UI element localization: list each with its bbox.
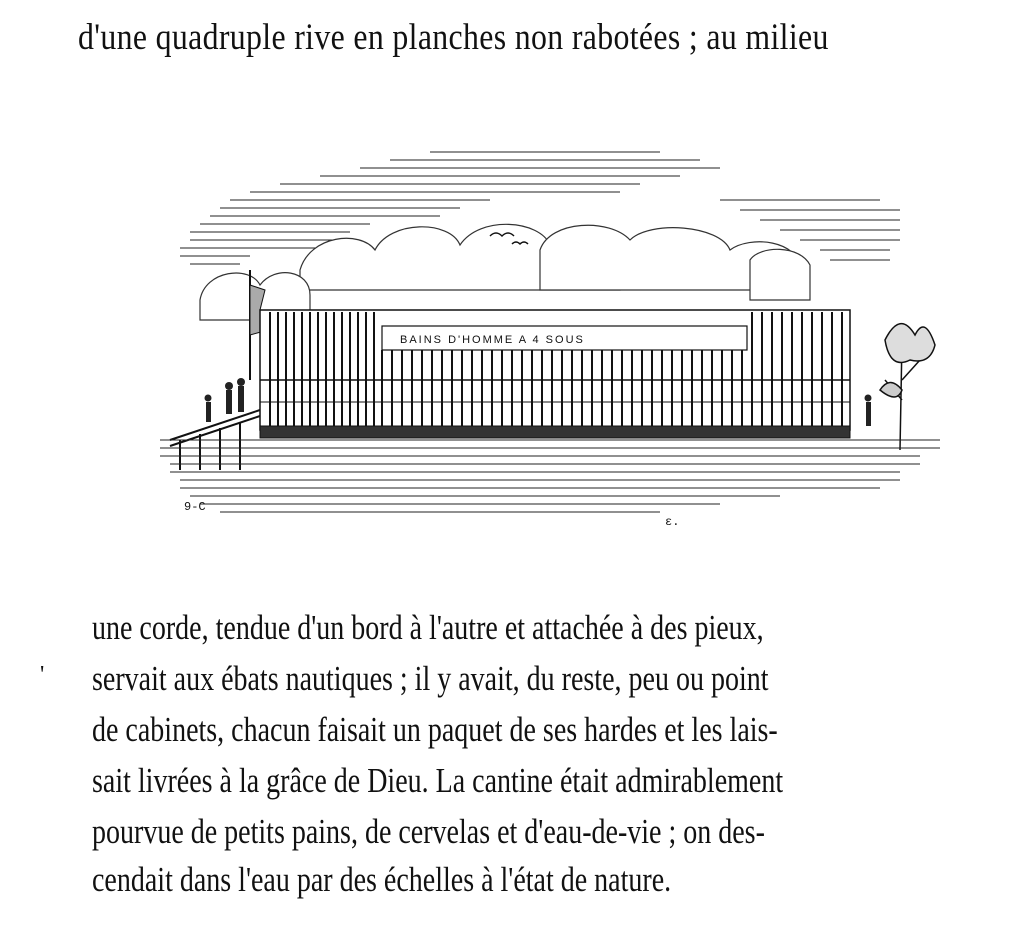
bathhouse-sign [382,326,747,350]
artist-signature-right: ε. [665,515,680,529]
paragraph-line-3: de cabinets, chacun faisait un paquet de ses hardes et les lais- [92,710,778,749]
paragraph-line-6: cendait dans l'eau par des échelles à l'état de nature. [92,860,672,899]
water-hatching [160,440,940,512]
paragraph-line-5: pourvue de petits pains, de cervelas et d'eau-de-vie ; on des- [92,812,765,851]
engraving-illustration [160,140,940,550]
paragraph-line-4: sait livrées à la grâce de Dieu. La cantine était admirablement [92,761,784,800]
clouds [200,224,810,320]
stray-mark: ' [40,662,45,688]
paragraph-line-1: une corde, tendue d'un bord à l'autre et attachée à des pieux, [92,608,764,647]
tree [880,324,935,450]
artist-signature-left: 9-C [184,500,206,514]
paragraph-line-2: servait aux ébats nautiques ; il y avait, du reste, peu ou point [92,659,769,698]
sign-text: BAINS D'HOMME A 4 SOUS [400,334,585,346]
top-text-line: d'une quadruple rive en planches non rabotées ; au milieu [78,17,829,58]
